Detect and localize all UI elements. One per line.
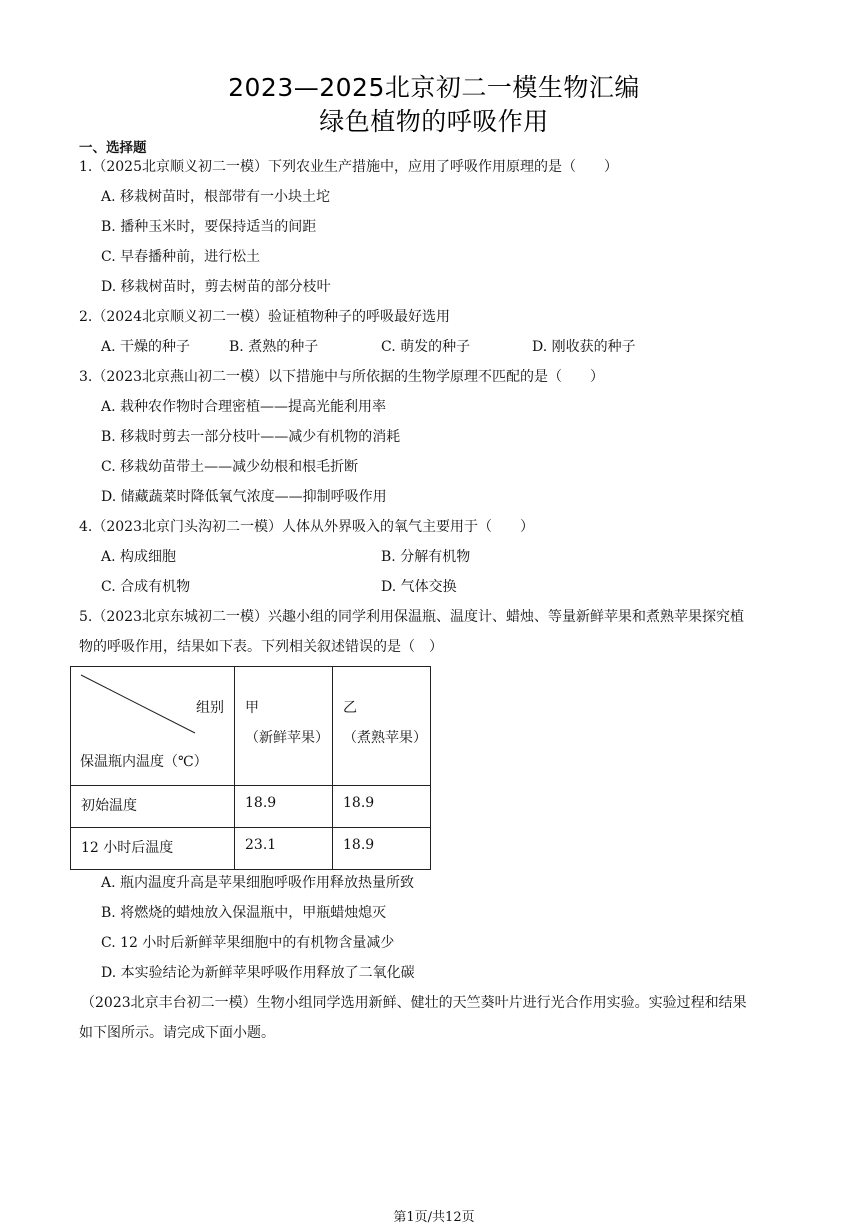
question-5-stem-line2: 物的呼吸作用，结果如下表。下列相关叙述错误的是（ ）: [79, 639, 443, 655]
column-header-jia-desc: （新鲜苹果）: [245, 730, 329, 746]
question-6-intro-line1: （2023北京丰台初二一模）生物小组同学选用新鲜、健壮的天竺葵叶片进行光合作用实验。实验过程和结果: [81, 995, 747, 1011]
header-group-label: 组别: [196, 700, 224, 716]
column-header-jia: [235, 667, 333, 786]
section-heading: 一、选择题: [79, 140, 147, 156]
row-label: 初始温度: [71, 786, 235, 828]
question-1-option-d: D. 移栽树苗时，剪去树苗的部分枝叶: [101, 279, 331, 295]
cell-yi: 18.9: [333, 828, 431, 870]
column-header-yi-name: 乙: [343, 700, 357, 716]
question-2-option-d: D. 刚收获的种子: [532, 339, 636, 355]
question-1-option-b: B. 播种玉米时，要保持适当的间距: [101, 219, 317, 235]
question-5-option-b: B. 将燃烧的蜡烛放入保温瓶中，甲瓶蜡烛熄灭: [101, 905, 387, 921]
cell-yi: 18.9: [333, 786, 431, 828]
cell-jia: 18.9: [235, 786, 333, 828]
question-3-option-a: A. 栽种农作物时合理密植——提高光能利用率: [101, 399, 387, 415]
question-3-option-c: C. 移栽幼苗带土——减少幼根和根毛折断: [101, 459, 359, 475]
question-1-stem: 1.（2025北京顺义初二一模）下列农业生产措施中，应用了呼吸作用原理的是（ ）: [79, 159, 618, 175]
table-header-diagonal-cell: [71, 667, 235, 786]
column-header-jia-name: 甲: [245, 700, 259, 716]
page-subtitle: 绿色植物的呼吸作用: [319, 107, 549, 136]
page-title: 2023—2025北京初二一模生物汇编: [228, 73, 640, 102]
question-1-option-c: C. 早春播种前，进行松土: [101, 249, 261, 265]
question-5-option-d: D. 本实验结论为新鲜苹果呼吸作用释放了二氧化碳: [101, 965, 415, 981]
page-footer: 第1页/共12页: [393, 1210, 475, 1225]
question-3-option-b: B. 移栽时剪去一部分枝叶——减少有机物的消耗: [101, 429, 401, 445]
question-4-option-a: A. 构成细胞: [101, 549, 177, 565]
table-row: [71, 828, 431, 870]
column-header-yi-desc: （煮熟苹果）: [343, 730, 427, 746]
table-row: [71, 786, 431, 828]
question-5-stem-line1: 5.（2023北京东城初二一模）兴趣小组的同学利用保温瓶、温度计、蜡烛、等量新鲜苹果和煮熟苹果探究植: [79, 609, 744, 625]
cell-jia: 23.1: [235, 828, 333, 870]
question-4-option-c: C. 合成有机物: [101, 579, 191, 595]
question-1-option-a: A. 移栽树苗时，根部带有一小块土坨: [101, 189, 331, 205]
question-2-option-c: C. 萌发的种子: [381, 339, 471, 355]
question-4-option-d: D. 气体交换: [381, 579, 457, 595]
question-5-table: [70, 666, 431, 870]
row-label: 12 小时后温度: [71, 828, 235, 870]
question-2-option-b: B. 煮熟的种子: [229, 339, 319, 355]
question-6-intro-line2: 如下图所示。请完成下面小题。: [79, 1025, 275, 1041]
question-2-stem: 2.（2024北京顺义初二一模）验证植物种子的呼吸最好选用: [79, 309, 450, 325]
question-2-option-a: A. 干燥的种子: [101, 339, 191, 355]
question-5-option-a: A. 瓶内温度升高是苹果细胞呼吸作用释放热量所致: [101, 875, 415, 891]
question-5-option-c: C. 12 小时后新鲜苹果细胞中的有机物含量减少: [101, 935, 395, 951]
column-header-yi: [333, 667, 431, 786]
question-3-stem: 3.（2023北京燕山初二一模）以下措施中与所依据的生物学原理不匹配的是（ ）: [79, 369, 604, 385]
header-temp-label: 保温瓶内温度（℃）: [80, 754, 208, 770]
question-3-option-d: D. 储藏蔬菜时降低氧气浓度——抑制呼吸作用: [101, 489, 387, 505]
question-4-stem: 4.（2023北京门头沟初二一模）人体从外界吸入的氧气主要用于（ ）: [79, 519, 534, 535]
question-4-option-b: B. 分解有机物: [381, 549, 471, 565]
